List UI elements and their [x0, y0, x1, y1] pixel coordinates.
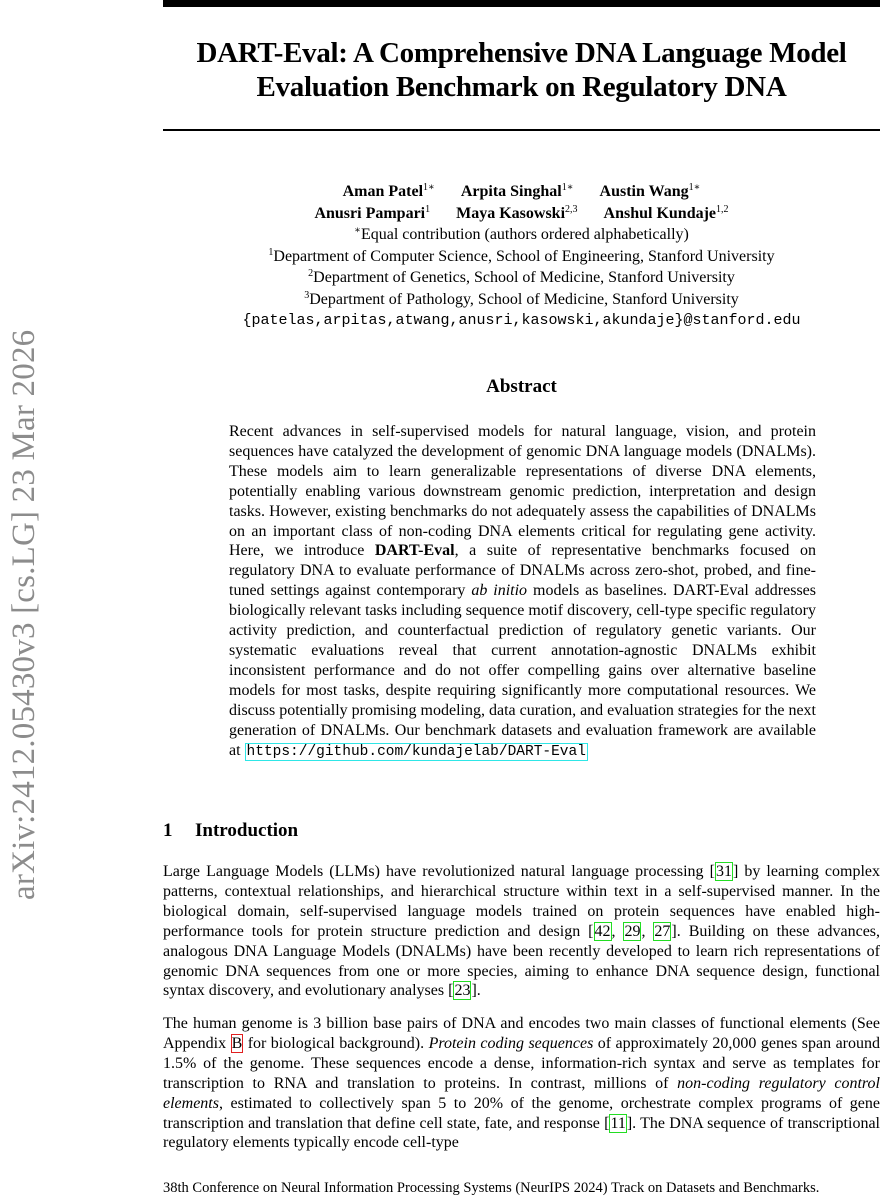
arxiv-identifier-stamp: arXiv:2412.05430v3 [cs.LG] 23 Mar 2026 [6, 329, 42, 900]
github-link[interactable]: https://github.com/kundajelab/DART-Eval [246, 743, 586, 760]
section-heading-introduction: 1 Introduction [163, 820, 299, 841]
title-top-rule [163, 0, 880, 7]
intro-paragraph-2: The human genome is 3 billion base pairs of DNA and encodes two main classes of functional elements (See Appendix B for biological background). Protein coding sequences of approximately 20,000 genes span around 1.5% of the genome. These sequences encode a dense, information-rich syntax and serve as templates for transcription to RNA and translation to proteins. In contrast, millions of non-coding regulatory control elements, estimated to collectively span 5 to 20% of the genome, orchestrate complex programs of gene transcription and translation that define cell state, fate, and response [11]. The DNA sequence of transcriptional regulatory elements typically encode cell-type [163, 1015, 880, 1152]
title-bottom-rule [163, 129, 880, 131]
intro-paragraph-1: Large Language Models (LLMs) have revolutionized natural language processing [31] by learning complex patterns, contextual relationships, and hierarchical structure within text in a self-supervised manner. In the biological domain, self-supervised language models trained on protein sequences have enabled high-performance tools for protein structure prediction and design [42, 29, 27]. Building on these advances, analogous DNA Language Models (DNALMs) have been recently developed to learn rich representations of genomic DNA sequences from one or more species, aiming to enhance DNA sequence design, functional syntax discovery, and evolutionary analyses [23]. [163, 863, 881, 1000]
author-name: Anusri Pampari [314, 204, 426, 222]
author-row-2: Anusri Pampari$^1$ Maya Kasowski$^{2,3}$ Anshul Kundaje$^{1,2}$ [314, 203, 729, 222]
author-name: Austin Wang [599, 183, 689, 200]
author-block [163, 181, 880, 332]
citation-link[interactable]: 27 [654, 922, 671, 940]
citation-link[interactable]: 29 [624, 922, 641, 940]
affiliation: $^1$Department of Computer Science, School of Engineering, Stanford University [268, 246, 775, 265]
title-line-1: DART-Eval: A Comprehensive DNA Language Model [196, 37, 847, 69]
citation-link[interactable]: 42 [594, 922, 611, 940]
author-name: Anshul Kundaje [603, 204, 717, 222]
abstract-body: Recent advances in self-supervised models for natural language, vision, and protein sequences have catalyzed the development of genomic DNA language models (DNALMs). These models aim to learn generalizable representations of diverse DNA elements, potentially enabling various downstream genomic prediction, interpretation and design tasks. However, existing benchmarks do not adequately assess the capabilities of DNALMs on an important class of non-coding DNA elements critical for regulating gene activity. Here, we introduce DART-Eval, a suite of representative benchmarks focused on regulatory DNA to evaluate performance of DNALMs across zero-shot, probed, and fine-tuned settings against contemporary ab initio models as baselines. DART-Eval addresses biologically relevant tasks including sequence motif discovery, cell-type specific regulatory activity prediction, and counterfactual prediction of regulatory genetic variants. Our systematic evaluations reveal that current annotation-agnostic DNALMs exhibit inconsistent performance and do not offer compelling gains over alternative baseline models for most tasks, despite requiring significantly more computational resources. We discuss potentially promising modeling, data curation, and evaluation strategies for the next generation of DNALMs. Our benchmark datasets and evaluation framework are available at https://github.com/kundajelab/DART-Eval [229, 423, 817, 760]
equal-contribution-note: ∗Equal contribution (authors ordered alphabetically) [354, 225, 689, 243]
author-name: Arpita Singhal [460, 183, 562, 200]
author-name: Maya Kasowski [456, 204, 566, 222]
affiliation: $^2$Department of Genetics, School of Medicine, Stanford University [308, 268, 735, 286]
paper-title [163, 36, 880, 104]
citation-link[interactable]: 11 [610, 1114, 626, 1132]
benchmark-name: DART-Eval [374, 542, 455, 560]
author-name: Aman Patel [342, 183, 424, 200]
citation-link[interactable]: 31 [715, 863, 732, 880]
author-row-1: Aman Patel$^{1∗}$ Arpita Singhal$^{1∗}$ Austin Wang$^{1∗}$ [342, 182, 701, 200]
title-line-2: Evaluation Benchmark on Regulatory DNA [256, 71, 787, 103]
author-emails: {patelas,arpitas,atwang,anusri,kasowski,akundaje}@stanford.edu [242, 312, 801, 329]
citation-link[interactable]: 23 [454, 982, 471, 1000]
affiliation: $^3$Department of Pathology, School of Medicine, Stanford University [304, 289, 739, 308]
abstract-heading: Abstract [486, 376, 557, 397]
appendix-link[interactable]: B [231, 1034, 243, 1052]
conference-footnote: 38th Conference on Neural Information Processing Systems (NeurIPS 2024) Track on Datasets and Benchmarks. [163, 1180, 820, 1196]
